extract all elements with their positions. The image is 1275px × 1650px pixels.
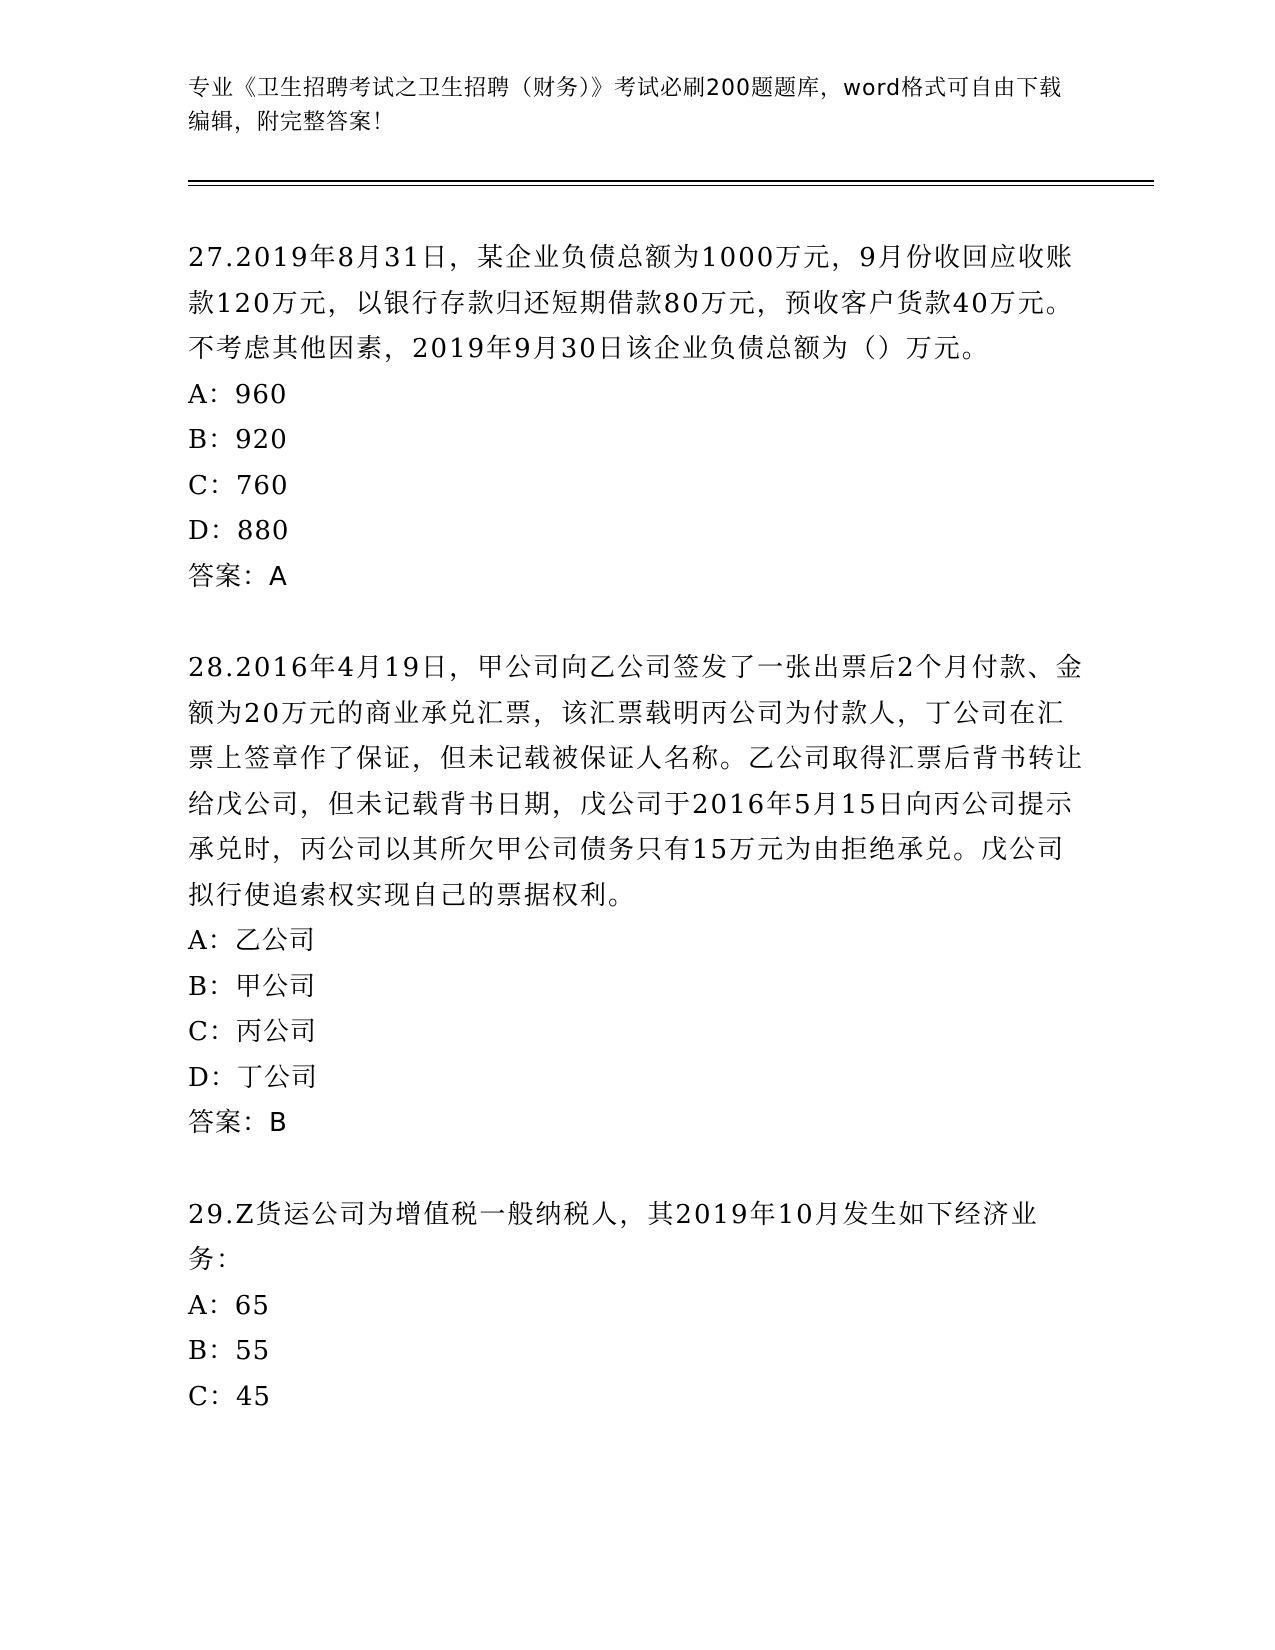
option-b: B：甲公司	[188, 971, 317, 1002]
question-27	[188, 236, 1088, 600]
document-header: 专业《卫生招聘考试之卫生招聘（财务）》考试必刷200题题库，word格式可自由下载编辑，附完整答案！	[188, 76, 1063, 135]
answer: 答案：B	[188, 1108, 288, 1138]
header-divider	[188, 180, 1154, 182]
question-text: 29.Z货运公司为增值税一般纳税人，其2019年10月发生如下经济业务：	[188, 1199, 1039, 1275]
question-text: 28.2016年4月19日，甲公司向乙公司签发了一张出票后2个月付款、金额为20万元的商业承兑汇票，该汇票载明丙公司为付款人，丁公司在汇票上签章作了保证，但未记载被保证人名称。乙公司取得汇票后背书转让给戊公司，但未记载背书日期，戊公司于2016年5月15日向丙公司提示承兑时，丙公司以其所欠甲公司债务只有15万元为由拒绝承兑。戊公司拟行使追索权实现自己的票据权利。	[188, 653, 1085, 911]
option-d: D：880	[188, 516, 290, 546]
question-text: 27.2019年8月31日，某企业负债总额为1000万元，9月份收回应收账款120万元，以银行存款归还短期借款80万元，预收客户货款40万元。不考虑其他因素，2019年9月30日该企业负债总额为（）万元。	[188, 243, 1074, 364]
option-a: A：960	[188, 379, 288, 410]
option-b: B：55	[188, 1336, 271, 1366]
option-c: C：760	[188, 470, 289, 501]
answer: 答案：A	[188, 561, 288, 592]
option-c: C：丙公司	[188, 1017, 317, 1047]
header-divider-secondary	[188, 185, 1154, 186]
option-c: C：45	[188, 1381, 271, 1412]
question-28	[188, 646, 1088, 1147]
question-list	[188, 236, 1088, 1466]
option-a: A：65	[188, 1290, 270, 1321]
option-b: B：920	[188, 425, 288, 455]
option-d: D：丁公司	[188, 1062, 318, 1093]
question-29	[188, 1193, 1088, 1421]
option-a: A：乙公司	[188, 926, 316, 956]
